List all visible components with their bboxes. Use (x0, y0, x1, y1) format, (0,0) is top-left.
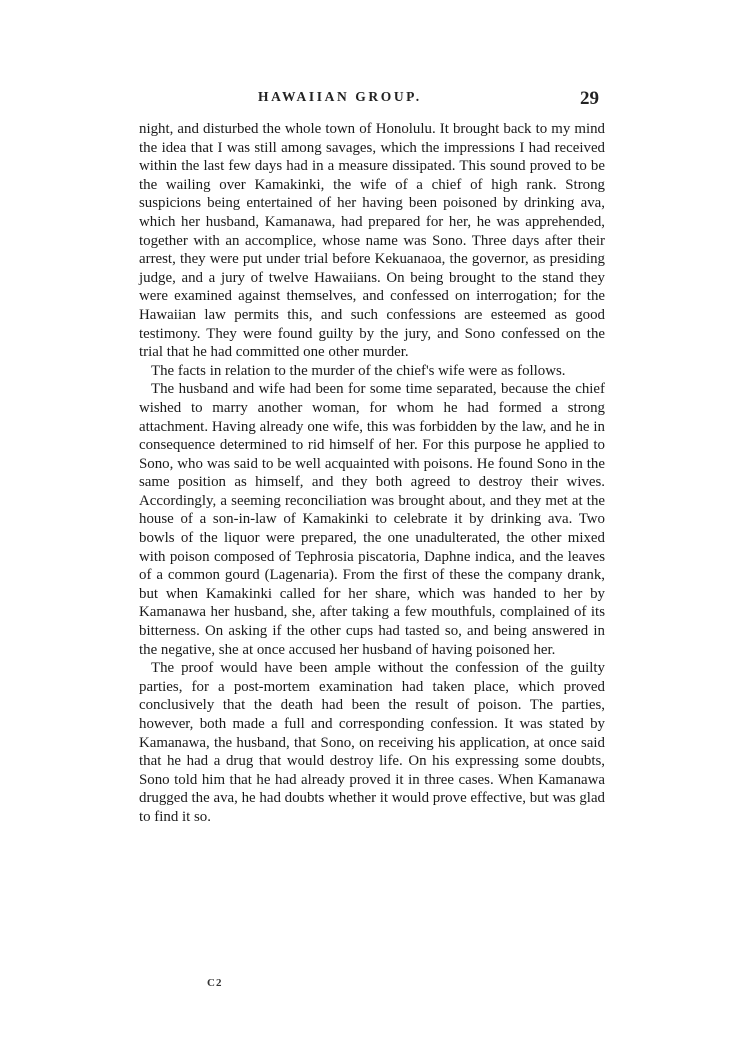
paragraph-facts: The facts in relation to the murder of the chief's wife were as follows. (151, 362, 566, 379)
signature-mark: C2 (207, 977, 223, 989)
paragraph-husband-and-wife: The husband and wife had been for some time separated, because the chief wished to marry another woman, for whom he had formed a strong attachment. Having already one wife, this was forbidden by the law, and he in consequence determined to rid himself of her. For this purpose he applied to Sono, who was said to be well acquainted with poisons. He found Sono in the same position as himself, and they both agreed to destroy their wives. Accordingly, a seeming reconciliation was brought about, and they met at the house of a son-in-law of Kamakinki to celebrate it by drinking ava. Two bowls of the liquor were prepared, the one unadulterated, the other mixed with poison composed of Tephrosia piscatoria, Daphne indica, and the leaves of a common gourd (Lagenaria). From the first of these the company drank, but when Kamakinki called for her share, which was handed to her by Kamanawa her husband, she, after taking a few mouthfuls, complained of its bitterness. On asking if the other cups had tasted so, and being answered in the negative, she at once accused her husband of having poisoned her. (139, 381, 605, 658)
paragraph-continuation: night, and disturbed the whole town of Honolulu. It brought back to my mind the idea that I was still among savages, which the impressions I had received within the last few days had in a measure dissipated. This sound proved to be the wailing over Kamakinki, the wife of a chief of high rank. Strong suspicions being entertained of her having been poisoned by drinking ava, which her husband, Kamanawa, had prepared for her, he was apprehended, together with an accomplice, whose name was Sono. Three days after their arrest, they were put under trial before Kekuanaoa, the governor, as presiding judge, and a jury of twelve Hawaiians. On being brought to the stand they were examined against themselves, and confessed on interrogation; for the Hawaiian law permits this, and such confessions are esteemed as good testimony. They were found guilty by the jury, and Sono confessed on the trial that he had committed one other murder. (139, 121, 605, 361)
body-text (139, 120, 605, 827)
paragraph-proof: The proof would have been ample without the confession of the guilty parties, for a post-mortem examination had taken place, which proved conclusively that the death had been the result of poison. The parties, however, both made a full and corresponding confession. It was stated by Kamanawa, the husband, that Sono, on receiving his application, at once said that he had a drug that would destroy life. On his expressing some doubts, Sono told him that he had already proved it in three cases. When Kamanawa drugged the ava, he had doubts whether it would prove effective, but was glad to find it so. (139, 660, 605, 825)
page-number: 29 (580, 88, 599, 109)
running-head-title: HAWAIIAN GROUP. (258, 89, 422, 104)
